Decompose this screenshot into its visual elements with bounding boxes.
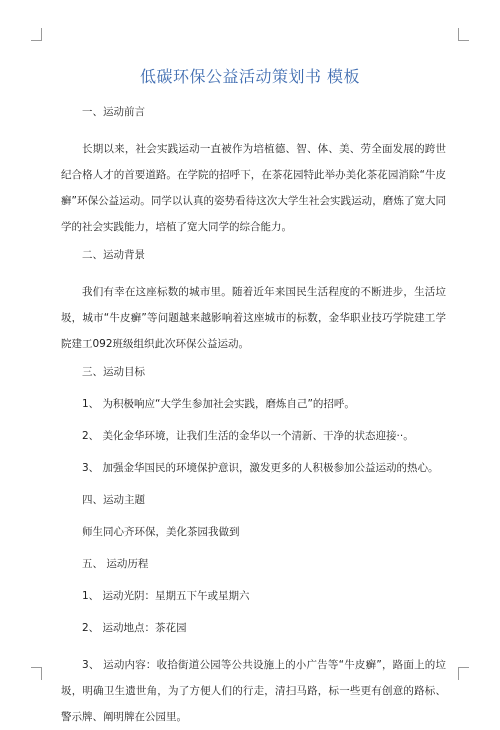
crop-mark-bottom-left [31, 667, 42, 680]
section-heading-process: 五、 运动历程 [82, 558, 149, 570]
crop-mark-top-left [31, 28, 42, 41]
process-item: 1、 运动光阴：星期五下午或星期六 [82, 590, 250, 602]
process-item: 3、 运动内容：收拾街道公园等公共设施上的小广告等“牛皮癣”，路面上的垃圾，明确卫生遗世角，为了方便人们的行走，清扫马路，标一些更有创意的路标、警示牌、阐明牌在公园里。 [61, 659, 446, 723]
crop-mark-bottom-right [458, 667, 469, 680]
document-title: 低碳环保公益活动策划书 模板 [139, 67, 361, 86]
crop-mark-top-right [458, 28, 469, 41]
section-heading-theme: 四、运动主题 [82, 494, 145, 506]
goal-item: 2、 美化金华环境，让我们生活的金华以一个清新、干净的状态迎接··。 [82, 430, 414, 442]
goal-item: 1、 为积极响应“大学生参加社会实践，磨炼自己”的招呼。 [82, 398, 355, 410]
background-paragraph: 我们有幸在这座标数的城市里。随着近年来国民生活程度的不断进步，生活垃圾，城市“牛皮癣”等问题越来越影响着这座城市的标数，金华职业技巧学院建工学院建工092班级组织此次环保公益运动。 [61, 286, 446, 350]
document-body [61, 104, 446, 730]
goal-item: 3、 加强金华国民的环境保护意识，激发更多的人积极参加公益运动的热心。 [82, 462, 439, 474]
theme-text: 师生同心齐环保，美化茶园我做到 [82, 526, 240, 538]
section-heading-goals: 三、运动目标 [82, 366, 145, 378]
section-heading-background: 二、运动背景 [82, 249, 145, 261]
preface-paragraph: 长期以来，社会实践运动一直被作为培植德、智、体、美、劳全面发展的跨世纪合格人才的首要道路。在学院的招呼下，在茶花园特此举办美化茶花园消除“牛皮癣”环保公益运动。同学以认真的姿势看待这次大学生社会实践运动，磨炼了宽大同学的社会实践能力，培植了宽大同学的综合能力。 [61, 143, 446, 233]
section-heading-preface: 一、运动前言 [82, 106, 145, 118]
process-item: 2、 运动地点：茶花园 [82, 622, 187, 634]
